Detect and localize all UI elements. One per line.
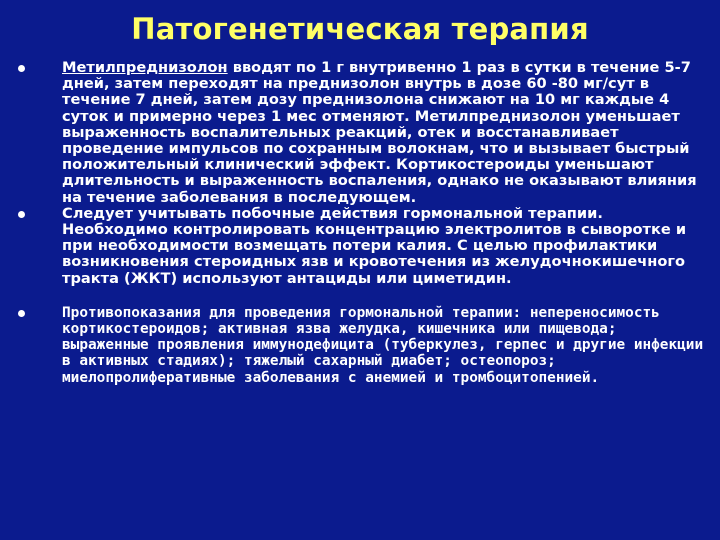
slide-title: Патогенетическая терапия (131, 12, 589, 46)
bullet-item (18, 60, 708, 206)
bullet-item (18, 206, 708, 287)
bullet-list (18, 60, 708, 386)
bullet-text: вводят по 1 г внутривенно 1 раз в сутки в течение 5-7 дней, затем переходят на преднизолон внутрь в дозе 60 -80 мг/сут в течение 7 дней, затем дозу преднизолона снижают на 10 мг каждые 4 суток и примерно через 1 мес отменяют. Метилпреднизолон уменьшает выраженность воспалительных реакций, отек и восстанавливает проведение импульсов по сохранным волокнам, что и вызывает быстрый положительный клинический эффект. Кортикостероиды уменьшают длительность и выраженность воспаления, однако не оказывают влияния на течение заболевания в последующем. (62, 59, 697, 206)
bullet-dot-icon (18, 310, 25, 317)
bullet-dot-icon (18, 211, 25, 218)
bullet-lead-term: Метилпреднизолон (62, 59, 228, 76)
bullet-text: Следует учитывать побочные действия гормональной терапии. Необходимо контролировать концентрацию электролитов в сыворотке и при необходимости возмещать потери калия. С целью профилактики возникновения стероидных язв и кровотечения из желудочнокишечного тракта (ЖКТ) используют антациды или циметидин. (62, 204, 687, 287)
bullet-item (18, 305, 708, 386)
bullet-text: Противопоказания для проведения гормональной терапии: непереносимость кортикостероидов; активная язва желудка, кишечника или пищевода; выраженные проявления иммунодефицита (туберкулез, герпес и другие инфекции в активных стадиях); тяжелый сахарный диабет; остеопороз; миелопролиферативные заболевания с анемией и тромбоцитопенией. (62, 304, 704, 386)
bullet-dot-icon (18, 65, 25, 72)
